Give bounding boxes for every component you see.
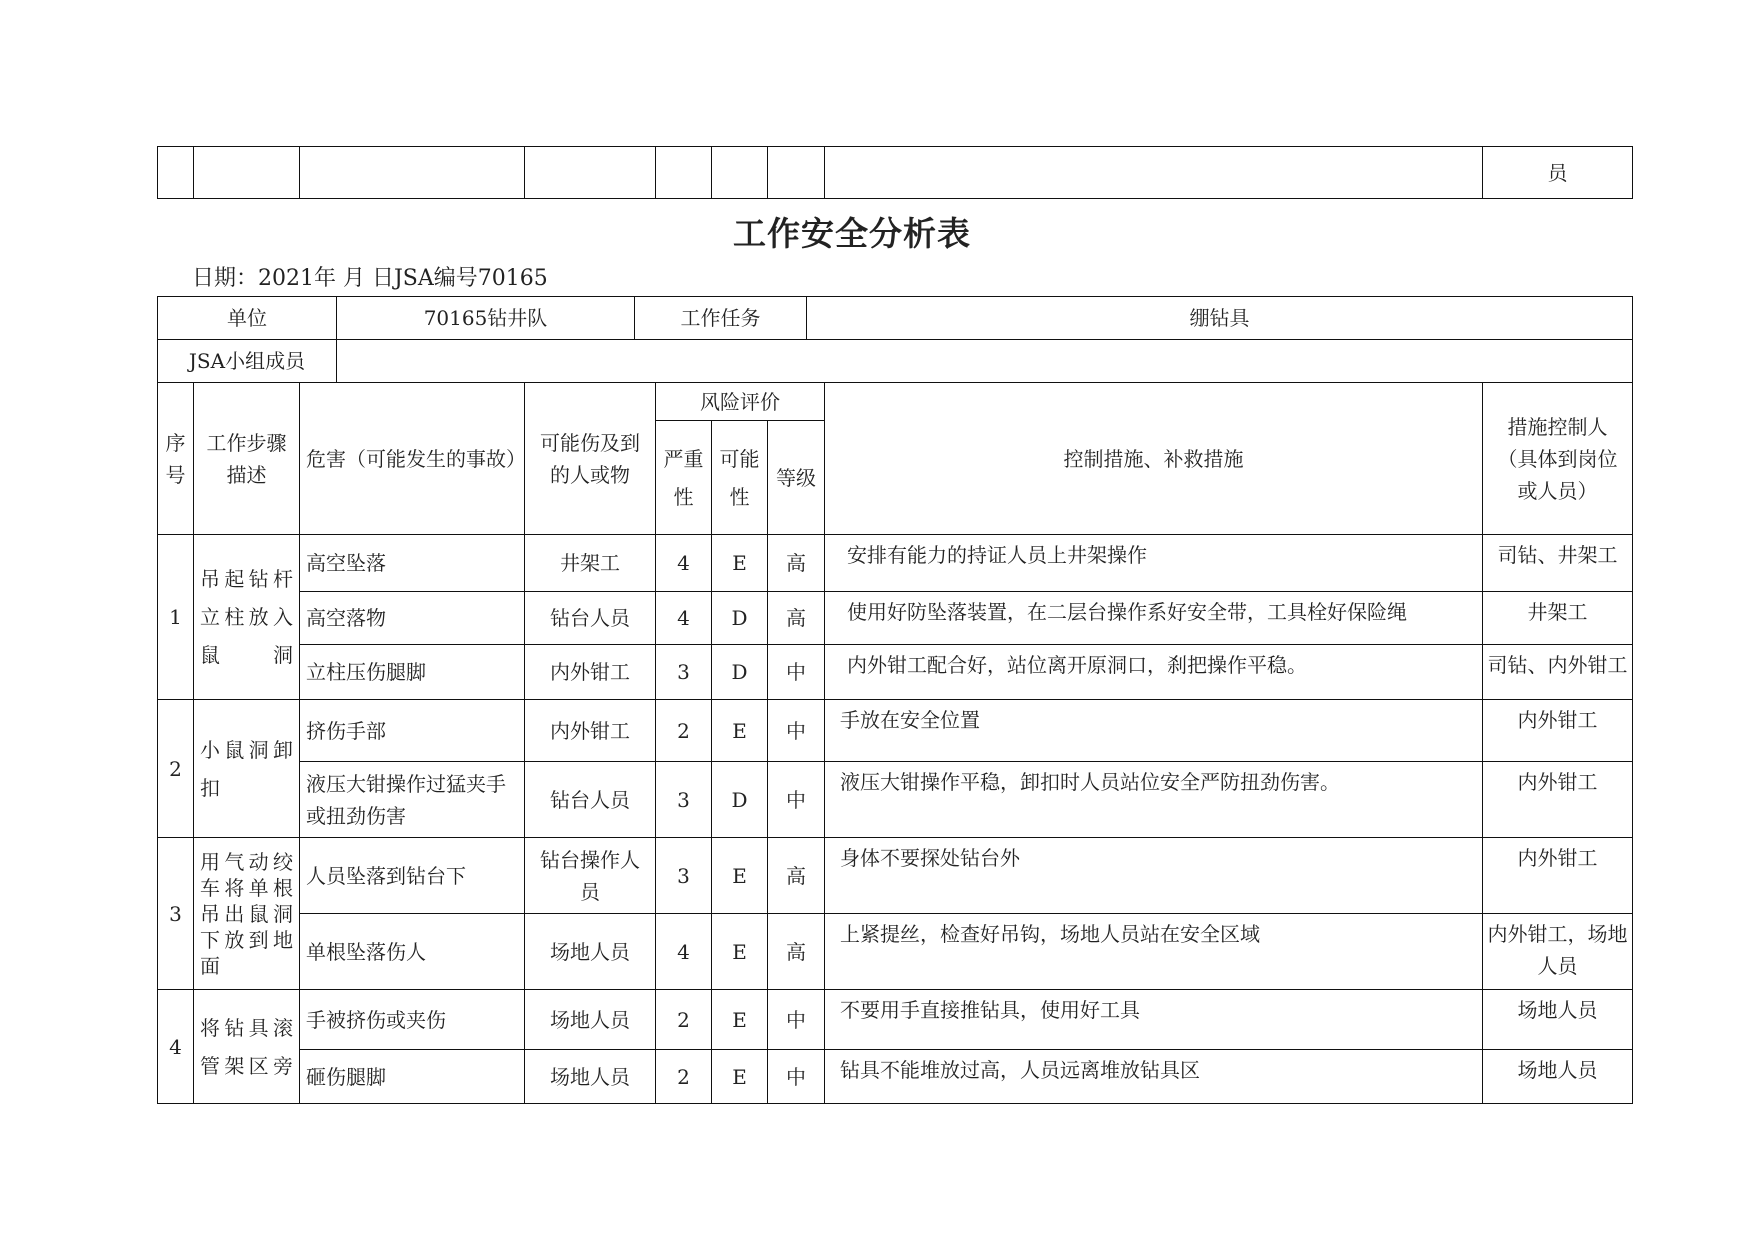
- severity-cell: 2: [656, 700, 712, 762]
- severity-cell: 4: [656, 592, 712, 645]
- likelihood-cell: E: [712, 914, 768, 990]
- grade-cell: 高: [768, 838, 825, 914]
- controller-cell: 场地人员: [1483, 990, 1633, 1050]
- measure-cell: 上紧提丝，检查好吊钩，场地人员站在安全区域: [825, 914, 1483, 990]
- severity-cell: 2: [656, 990, 712, 1050]
- target-cell: 内外钳工: [525, 645, 656, 700]
- severity-cell: 3: [656, 645, 712, 700]
- measure-cell: 不要用手直接推钻具，使用好工具: [825, 990, 1483, 1050]
- prev-cell: [194, 147, 300, 199]
- controller-cell: 司钻、井架工: [1483, 535, 1633, 592]
- seq-cell: 3: [158, 838, 194, 990]
- measure-cell: 内外钳工配合好，站位离开原洞口，刹把操作平稳。: [825, 645, 1483, 700]
- measure-cell: 身体不要探处钻台外: [825, 838, 1483, 914]
- seq-cell: 2: [158, 700, 194, 838]
- grade-cell: 高: [768, 592, 825, 645]
- measure-cell: 手放在安全位置: [825, 700, 1483, 762]
- header-grade: 等级: [768, 421, 825, 535]
- severity-cell: 4: [656, 914, 712, 990]
- header-likelihood: 可能性: [712, 421, 768, 535]
- prev-cell: [656, 147, 712, 199]
- grade-cell: 高: [768, 535, 825, 592]
- target-cell: 场地人员: [525, 990, 656, 1050]
- date-line: 日期：2021年 月 日JSA编号70165: [192, 266, 548, 291]
- severity-cell: 3: [656, 838, 712, 914]
- controller-cell: 内外钳工: [1483, 762, 1633, 838]
- header-risk: 风险评价: [656, 383, 825, 421]
- header-seq: 序号: [158, 383, 194, 535]
- target-cell: 井架工: [525, 535, 656, 592]
- hazard-cell: 挤伤手部: [300, 700, 525, 762]
- step-cell: 小鼠洞卸扣: [194, 700, 300, 838]
- header-severity: 严重性: [656, 421, 712, 535]
- likelihood-cell: E: [712, 1050, 768, 1104]
- header-target: 可能伤及到的人或物: [525, 383, 656, 535]
- jsa-table: [157, 382, 1633, 1104]
- grade-cell: 中: [768, 762, 825, 838]
- hazard-cell: 高空坠落: [300, 535, 525, 592]
- controller-cell: 内外钳工: [1483, 838, 1633, 914]
- target-cell: 场地人员: [525, 1050, 656, 1104]
- hazard-cell: 手被挤伤或夹伤: [300, 990, 525, 1050]
- target-cell: 钻台人员: [525, 592, 656, 645]
- task-value: 绷钻具: [807, 297, 1633, 340]
- likelihood-cell: D: [712, 762, 768, 838]
- step-cell: 吊起钻杆立柱放入鼠洞: [194, 535, 300, 700]
- likelihood-cell: E: [712, 700, 768, 762]
- controller-cell: 内外钳工，场地人员: [1483, 914, 1633, 990]
- info-table: [157, 296, 1633, 383]
- grade-cell: 中: [768, 1050, 825, 1104]
- controller-cell: 井架工: [1483, 592, 1633, 645]
- severity-cell: 4: [656, 535, 712, 592]
- prev-cell: [768, 147, 825, 199]
- prev-cell: [300, 147, 525, 199]
- measure-cell: 液压大钳操作平稳，卸扣时人员站位安全严防扭劲伤害。: [825, 762, 1483, 838]
- likelihood-cell: E: [712, 535, 768, 592]
- members-value: [337, 340, 1633, 383]
- header-controller: 措施控制人（具体到岗位或人员）: [1483, 383, 1633, 535]
- measure-cell: 安排有能力的持证人员上井架操作: [825, 535, 1483, 592]
- hazard-cell: 液压大钳操作过猛夹手或扭劲伤害: [300, 762, 525, 838]
- target-cell: 钻台操作人员: [525, 838, 656, 914]
- step-cell: 用气动绞车将单根吊出鼠洞下放到地面: [194, 838, 300, 990]
- grade-cell: 中: [768, 990, 825, 1050]
- measure-cell: 钻具不能堆放过高，人员远离堆放钻具区: [825, 1050, 1483, 1104]
- measure-cell: 使用好防坠落装置，在二层台操作系好安全带，工具栓好保险绳: [825, 592, 1483, 645]
- controller-cell: 内外钳工: [1483, 700, 1633, 762]
- unit-label: 单位: [158, 297, 337, 340]
- header-measures: 控制措施、补救措施: [825, 383, 1483, 535]
- prev-cell: [158, 147, 194, 199]
- header-step: 工作步骤描述: [194, 383, 300, 535]
- grade-cell: 中: [768, 700, 825, 762]
- grade-cell: 高: [768, 914, 825, 990]
- hazard-cell: 砸伤腿脚: [300, 1050, 525, 1104]
- hazard-cell: 单根坠落伤人: [300, 914, 525, 990]
- grade-cell: 中: [768, 645, 825, 700]
- likelihood-cell: D: [712, 645, 768, 700]
- target-cell: 场地人员: [525, 914, 656, 990]
- members-label: JSA小组成员: [158, 340, 337, 383]
- severity-cell: 3: [656, 762, 712, 838]
- likelihood-cell: E: [712, 990, 768, 1050]
- header-hazard: 危害（可能发生的事故）: [300, 383, 525, 535]
- target-cell: 内外钳工: [525, 700, 656, 762]
- prev-cell: [825, 147, 1483, 199]
- hazard-cell: 立柱压伤腿脚: [300, 645, 525, 700]
- target-cell: 钻台人员: [525, 762, 656, 838]
- severity-cell: 2: [656, 1050, 712, 1104]
- controller-cell: 司钻、内外钳工: [1483, 645, 1633, 700]
- controller-cell: 场地人员: [1483, 1050, 1633, 1104]
- hazard-cell: 高空落物: [300, 592, 525, 645]
- step-cell: 将钻具滚管架区旁: [194, 990, 300, 1104]
- seq-cell: 4: [158, 990, 194, 1104]
- previous-page-row: [157, 146, 1633, 199]
- hazard-cell: 人员坠落到钻台下: [300, 838, 525, 914]
- prev-last-cell: 员: [1483, 147, 1633, 199]
- task-label: 工作任务: [635, 297, 807, 340]
- unit-value: 70165钻井队: [337, 297, 635, 340]
- prev-cell: [525, 147, 656, 199]
- prev-cell: [712, 147, 768, 199]
- likelihood-cell: E: [712, 838, 768, 914]
- seq-cell: 1: [158, 535, 194, 700]
- likelihood-cell: D: [712, 592, 768, 645]
- page-title: 工作安全分析表: [733, 214, 971, 253]
